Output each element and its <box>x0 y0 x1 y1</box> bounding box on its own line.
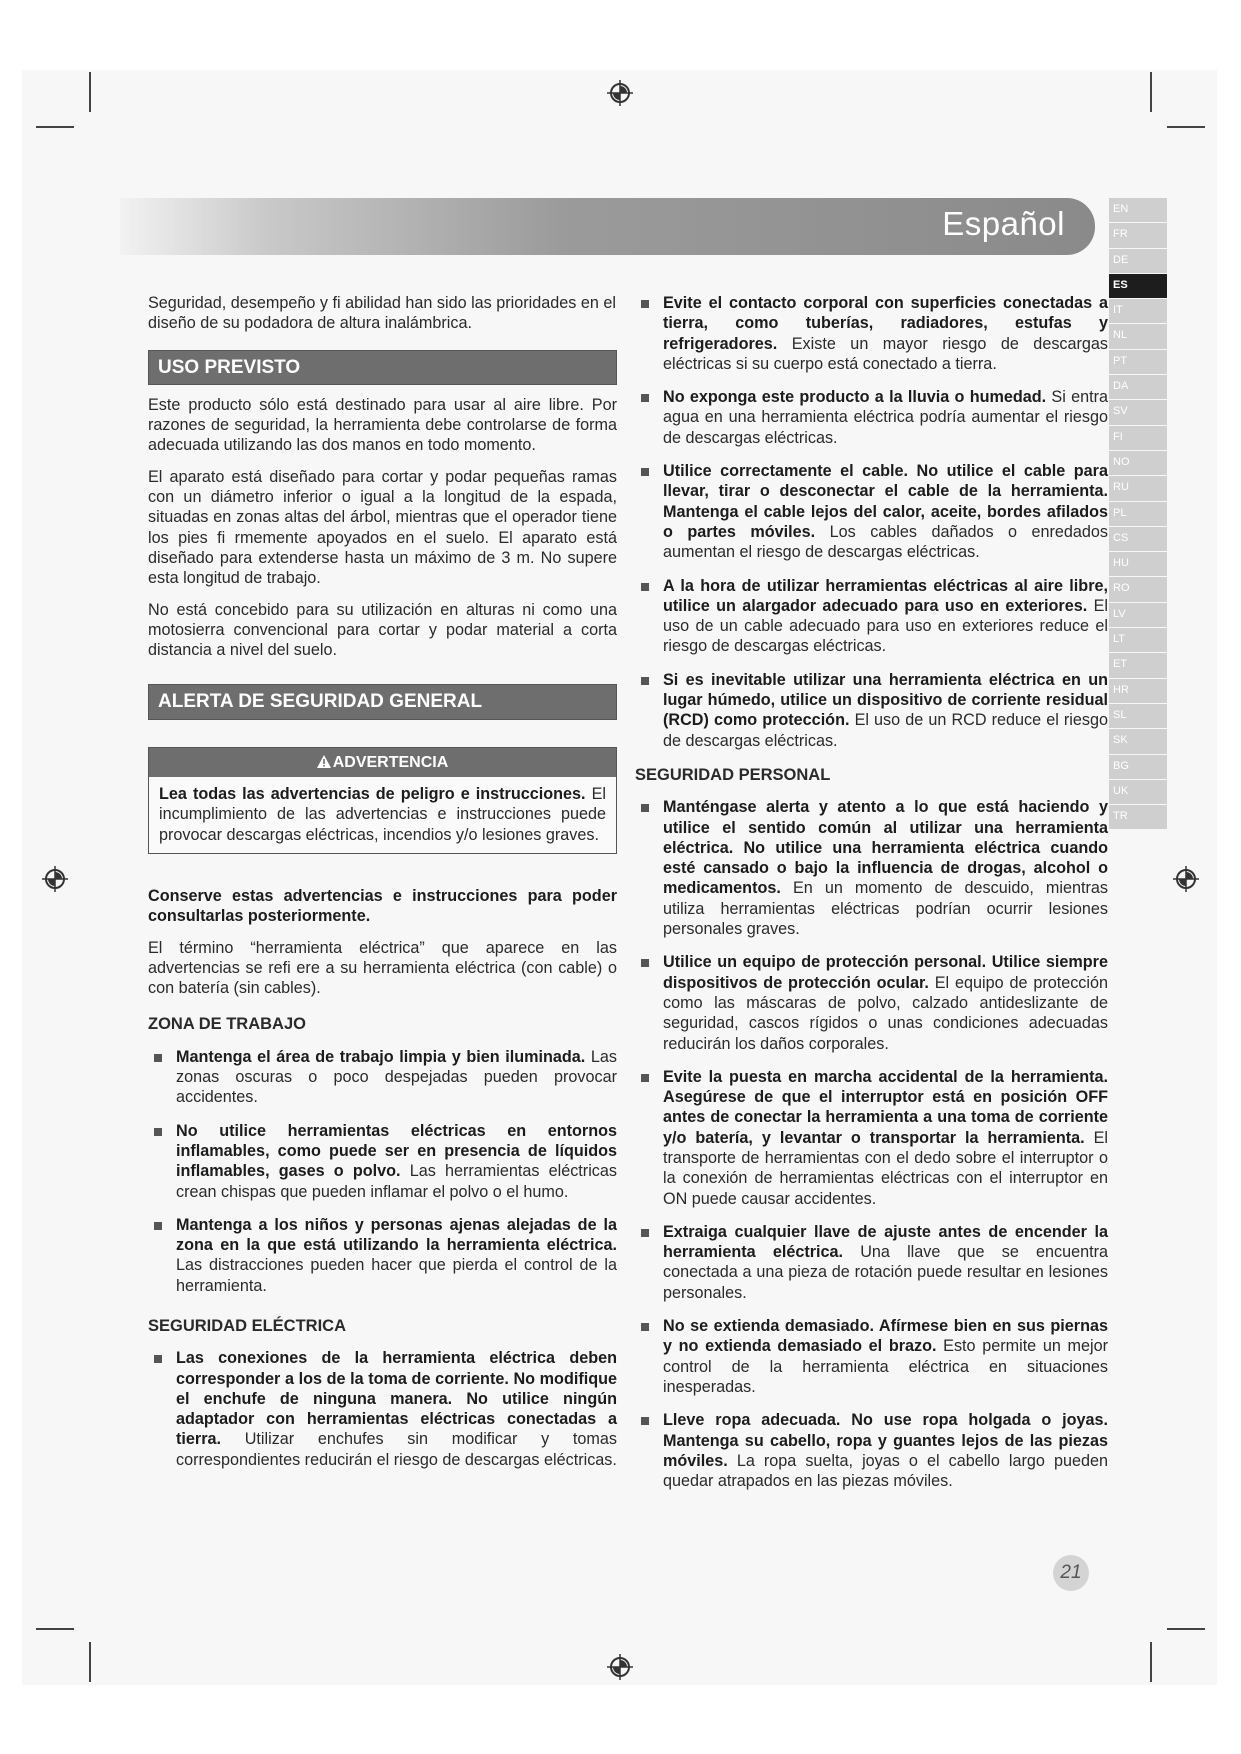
language-tab-it[interactable]: IT <box>1109 299 1167 323</box>
language-tab-pl[interactable]: PL <box>1109 502 1167 526</box>
bullet-square-icon <box>641 804 649 812</box>
language-tab-en[interactable]: EN <box>1109 198 1167 222</box>
list-item: No exponga este producto a la lluvia o humedad. Si entra agua en una herramienta eléctrica podría aumentar el riesgo de descargas eléctricas. <box>635 387 1108 448</box>
seguridad-electrica-list-continued <box>635 293 1108 751</box>
warning-text: Lea todas las advertencias de peligro e instrucciones. El incumplimiento de las advertencias e instrucciones puede provocar descargas eléctricas, incendios y/o lesiones graves. <box>159 785 606 844</box>
right-column <box>635 293 1108 1504</box>
list-item: Manténgase alerta y atento a lo que está haciendo y utilice el sentido común al utilizar una herramienta eléctrica. No utilice una herramienta eléctrica cuando esté cansado o bajo la influencia de drogas, alcohol o medicamentos. En un momento de descuido, mientras utiliza herramientas eléctricas podrían ocurrir lesiones personales graves. <box>635 797 1108 939</box>
language-tab-et[interactable]: ET <box>1109 653 1167 677</box>
section-heading-uso-previsto: USO PREVISTO <box>148 350 617 385</box>
subheading-seguridad-personal: SEGURIDAD PERSONAL <box>635 765 831 784</box>
list-item: No utilice herramientas eléctricas en entornos inflamables, como puede ser en presencia de líquidos inflamables, gases o polvo. Las herramientas eléctricas crean chispas que pueden inflamar el polvo o el humo. <box>148 1121 617 1202</box>
list-item: No se extienda demasiado. Afírmese bien en sus piernas y no extienda demasiado el brazo. Esto permite un mejor control de la herramienta eléctrica en situaciones inesperadas. <box>635 1316 1108 1397</box>
language-tab-hr[interactable]: HR <box>1109 679 1167 703</box>
list-item: Evite la puesta en marcha accidental de la herramienta. Asegúrese de que el interruptor está en posición OFF antes de conectar la herramienta a una toma de corriente y/o batería, y levantar o transportar la herramienta. El transporte de herramientas con el dedo sobre el interruptor o la conexión de herramientas eléctricas con el interruptor en ON puede causar accidentes. <box>635 1067 1108 1209</box>
page-number: 21 <box>1053 1555 1089 1591</box>
left-column <box>148 293 617 1483</box>
language-tab-sl[interactable]: SL <box>1109 704 1167 728</box>
bullet-square-icon <box>641 959 649 967</box>
seguridad-electrica-list <box>148 1348 617 1470</box>
conserve-paragraph: Conserve estas advertencias e instrucciones para poder consultarlas posteriormente. <box>148 886 617 926</box>
paragraph: El término “herramienta eléctrica” que aparece en las advertencias se refi ere a su herramienta eléctrica (con cable) o con batería (sin cables). <box>148 938 617 998</box>
registration-mark-icon <box>40 864 70 894</box>
list-item: Extraiga cualquier llave de ajuste antes de encender la herramienta eléctrica. Una llave que se encuentra conectada a una pieza de rotación puede resultar en lesiones personales. <box>635 1222 1108 1303</box>
paragraph: El aparato está diseñado para cortar y podar pequeñas ramas con un diámetro inferior o igual a la longitud de la espada, situadas en zonas altas del árbol, mientras que el operador tiene los pies fi rmemente apoyados en el suelo. El aparato está diseñado para extenderse hasta un máximo de 3 m. No supere esta longitud de trabajo. <box>148 467 617 588</box>
language-tab-tr[interactable]: TR <box>1109 805 1167 829</box>
crop-mark <box>1150 72 1152 112</box>
language-tab-lt[interactable]: LT <box>1109 628 1167 652</box>
list-item: Utilice un equipo de protección personal. Utilice siempre dispositivos de protección ocular. El equipo de protección como las máscaras de polvo, calzado antideslizante de seguridad, cascos rígidos o unas condiciones adecuadas reducirán los daños corporales. <box>635 952 1108 1053</box>
language-header-band <box>120 198 1095 255</box>
list-item: Utilice correctamente el cable. No utilice el cable para llevar, tirar o desconectar el cable de la herramienta. Mantenga el cable lejos del calor, aceite, bordes afilados o partes móviles. Los cables dañados o enredados aumentan el riesgo de descargas eléctricas. <box>635 461 1108 562</box>
language-tab-es[interactable]: ES <box>1109 274 1167 298</box>
language-tab-no[interactable]: NO <box>1109 451 1167 475</box>
registration-mark-icon <box>1171 864 1201 894</box>
bullet-square-icon <box>641 1229 649 1237</box>
warning-box <box>148 747 617 854</box>
section-heading-alerta: ALERTA DE SEGURIDAD GENERAL <box>148 684 617 719</box>
registration-mark-icon <box>605 78 635 108</box>
language-tab-sv[interactable]: SV <box>1109 400 1167 424</box>
list-item: Mantenga a los niños y personas ajenas alejadas de la zona en la que está utilizando la herramienta eléctrica. Las distracciones pueden hacer que pierda el control de la herramienta. <box>148 1215 617 1296</box>
subheading-zona-trabajo: ZONA DE TRABAJO <box>148 1015 306 1034</box>
list-item: Mantenga el área de trabajo limpia y bien iluminada. Las zonas oscuras o poco despejadas pueden provocar accidentes. <box>148 1047 617 1108</box>
crop-mark <box>1167 1628 1205 1630</box>
language-tab-cs[interactable]: CS <box>1109 527 1167 551</box>
bullet-square-icon <box>641 583 649 591</box>
warning-header <box>149 748 616 777</box>
bullet-square-icon <box>641 1417 649 1425</box>
bullet-square-icon <box>154 1355 162 1363</box>
language-tab-ro[interactable]: RO <box>1109 577 1167 601</box>
list-item: A la hora de utilizar herramientas eléctricas al aire libre, utilice un alargador adecuado para uso en exteriores. El uso de un cable adecuado para uso en exteriores reduce el riesgo de descargas eléctricas. <box>635 576 1108 657</box>
language-tab-nl[interactable]: NL <box>1109 324 1167 348</box>
bullet-square-icon <box>154 1054 162 1062</box>
crop-mark <box>89 1642 91 1682</box>
crop-mark <box>89 72 91 112</box>
page-title: Español <box>942 205 1065 242</box>
language-tab-hu[interactable]: HU <box>1109 552 1167 576</box>
bullet-square-icon <box>641 677 649 685</box>
language-tab-pt[interactable]: PT <box>1109 350 1167 374</box>
language-tab-da[interactable]: DA <box>1109 375 1167 399</box>
bullet-square-icon <box>641 1074 649 1082</box>
list-item: Evite el contacto corporal con superficies conectadas a tierra, como tuberías, radiadores, estufas y refrigeradores. Existe un mayor riesgo de descargas eléctricas si su cuerpo está conectado a tierra. <box>635 293 1108 374</box>
warning-triangle-icon <box>317 755 331 768</box>
intro-paragraph: Seguridad, desempeño y fi abilidad han sido las prioridades en el diseño de su podadora de altura inalámbrica. <box>148 294 616 333</box>
language-tab-uk[interactable]: UK <box>1109 780 1167 804</box>
language-tab-ru[interactable]: RU <box>1109 476 1167 500</box>
crop-mark <box>36 126 74 128</box>
subheading-seguridad-electrica: SEGURIDAD ELÉCTRICA <box>148 1316 347 1335</box>
language-tab-fi[interactable]: FI <box>1109 426 1167 450</box>
crop-mark <box>1150 1642 1152 1682</box>
paragraph: Este producto sólo está destinado para usar al aire libre. Por razones de seguridad, la herramienta debe controlarse de forma adecuada utilizando las dos manos en todo momento. <box>148 395 617 455</box>
crop-mark <box>1167 126 1205 128</box>
paragraph: No está concebido para su utilización en alturas ni como una motosierra convencional para cortar y podar material a corta distancia a nivel del suelo. <box>148 600 617 660</box>
registration-mark-icon <box>605 1652 635 1682</box>
bullet-square-icon <box>154 1222 162 1230</box>
zona-trabajo-list <box>148 1047 617 1296</box>
bullet-square-icon <box>641 300 649 308</box>
bullet-square-icon <box>154 1128 162 1136</box>
bullet-square-icon <box>641 468 649 476</box>
bullet-square-icon <box>641 1323 649 1331</box>
bullet-square-icon <box>641 394 649 402</box>
list-item: Las conexiones de la herramienta eléctrica deben corresponder a los de la toma de corriente. No modifique el enchufe de ninguna manera. No utilice ningún adaptador con herramientas eléctricas conectadas a tierra. Utilizar enchufes sin modificar y tomas correspondientes reducirán el riesgo de descargas eléctricas. <box>148 1348 617 1470</box>
language-tab-fr[interactable]: FR <box>1109 223 1167 247</box>
list-item: Lleve ropa adecuada. No use ropa holgada o joyas. Mantenga su cabello, ropa y guantes lejos de las piezas móviles. La ropa suelta, joyas o el cabello largo pueden quedar atrapados en las piezas móviles. <box>635 1410 1108 1491</box>
language-tab-de[interactable]: DE <box>1109 249 1167 273</box>
crop-mark <box>36 1628 74 1630</box>
language-tab-lv[interactable]: LV <box>1109 603 1167 627</box>
seguridad-personal-list <box>635 797 1108 1491</box>
language-tab-sk[interactable]: SK <box>1109 729 1167 753</box>
language-tab-list <box>1109 198 1167 830</box>
warning-title: ADVERTENCIA <box>332 753 449 771</box>
list-item: Si es inevitable utilizar una herramienta eléctrica en un lugar húmedo, utilice un dispositivo de corriente residual (RCD) como protección. El uso de un RCD reduce el riesgo de descargas eléctricas. <box>635 670 1108 751</box>
language-tab-bg[interactable]: BG <box>1109 755 1167 779</box>
